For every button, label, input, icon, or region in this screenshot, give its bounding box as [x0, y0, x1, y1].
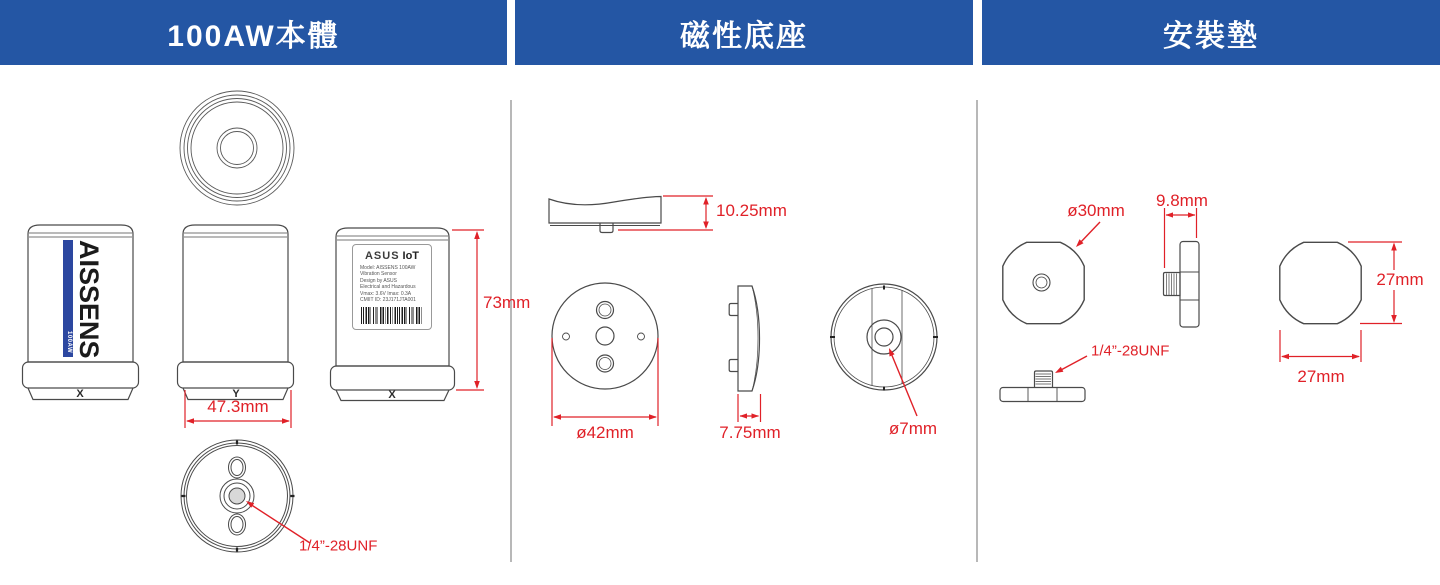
- asus-logo-text: ASUS: [364, 250, 400, 262]
- dim-label-pad-width: 27mm: [1297, 367, 1345, 386]
- leader-diameter-30: [1076, 222, 1100, 247]
- axis-mark-x2: X: [388, 389, 396, 401]
- label-line: Electrical and Hazardous: [360, 284, 416, 291]
- label-line: Vmax: 3.6V Imax: 0.3A: [360, 290, 412, 297]
- section-title-mounting-pad: 安裝墊: [1163, 19, 1259, 53]
- product-label-logo: [353, 250, 431, 262]
- body-bottom-view: [181, 440, 295, 552]
- dim-profile-7-75: [738, 394, 761, 422]
- section-title-body: 100AW本體: [167, 19, 340, 53]
- pad-side-view: [1164, 242, 1200, 328]
- label-line: Vibration Sensor: [360, 271, 397, 278]
- base-profile-view: [729, 286, 759, 391]
- label-line: CMIIT ID: 23J171JTA001: [360, 297, 416, 304]
- pad-back-view: [1280, 242, 1361, 323]
- dim-label-diameter-42: ø42mm: [576, 423, 634, 442]
- dim-pad-width-27: [1280, 330, 1361, 362]
- label-line: Design by ASUS: [360, 277, 397, 284]
- product-label-lines: [353, 265, 431, 303]
- brand-name: AISSENS: [74, 240, 104, 359]
- leader-thread-pad: [1055, 356, 1087, 373]
- label-line: Model: AISSENS 100AW: [360, 265, 416, 271]
- dim-label-height-73: 73mm: [483, 293, 531, 312]
- base-bottom-view: [830, 284, 938, 391]
- dim-label-hole-7: ø7mm: [888, 419, 938, 438]
- body-front-view-y: [178, 225, 294, 400]
- dim-diameter-42: [552, 338, 658, 426]
- dim-label-profile: 7.75mm: [719, 423, 781, 442]
- pad-bottom-view: [1000, 371, 1085, 402]
- dim-label-diameter-30: ø30mm: [1067, 201, 1125, 220]
- iot-logo-text: IoT: [402, 250, 420, 262]
- axis-mark-y: Y: [232, 388, 240, 400]
- axis-mark-x1: X: [76, 388, 84, 400]
- barcode: [361, 307, 423, 324]
- section-title-magnetic-base: 磁性底座: [680, 19, 808, 53]
- dim-label-width-47-3: 47.3mm: [207, 397, 269, 416]
- base-top-view: [552, 283, 658, 389]
- dim-thickness-10-25: [618, 196, 713, 230]
- product-label: [352, 244, 432, 330]
- dim-label-thread-body: 1/4”-28UNF: [299, 537, 378, 555]
- brand-sub: 100AW: [66, 331, 72, 354]
- pad-front-view: [1003, 242, 1084, 323]
- body-top-view: [180, 91, 294, 205]
- dim-label-depth: 9.8mm: [1156, 191, 1208, 210]
- dim-label-thickness: 10.25mm: [716, 201, 787, 220]
- dim-height-73: [452, 230, 484, 390]
- base-side-view: [549, 197, 661, 233]
- dim-label-pad-height: 27mm: [1376, 270, 1424, 289]
- dim-label-thread-pad: 1/4”-28UNF: [1091, 342, 1170, 360]
